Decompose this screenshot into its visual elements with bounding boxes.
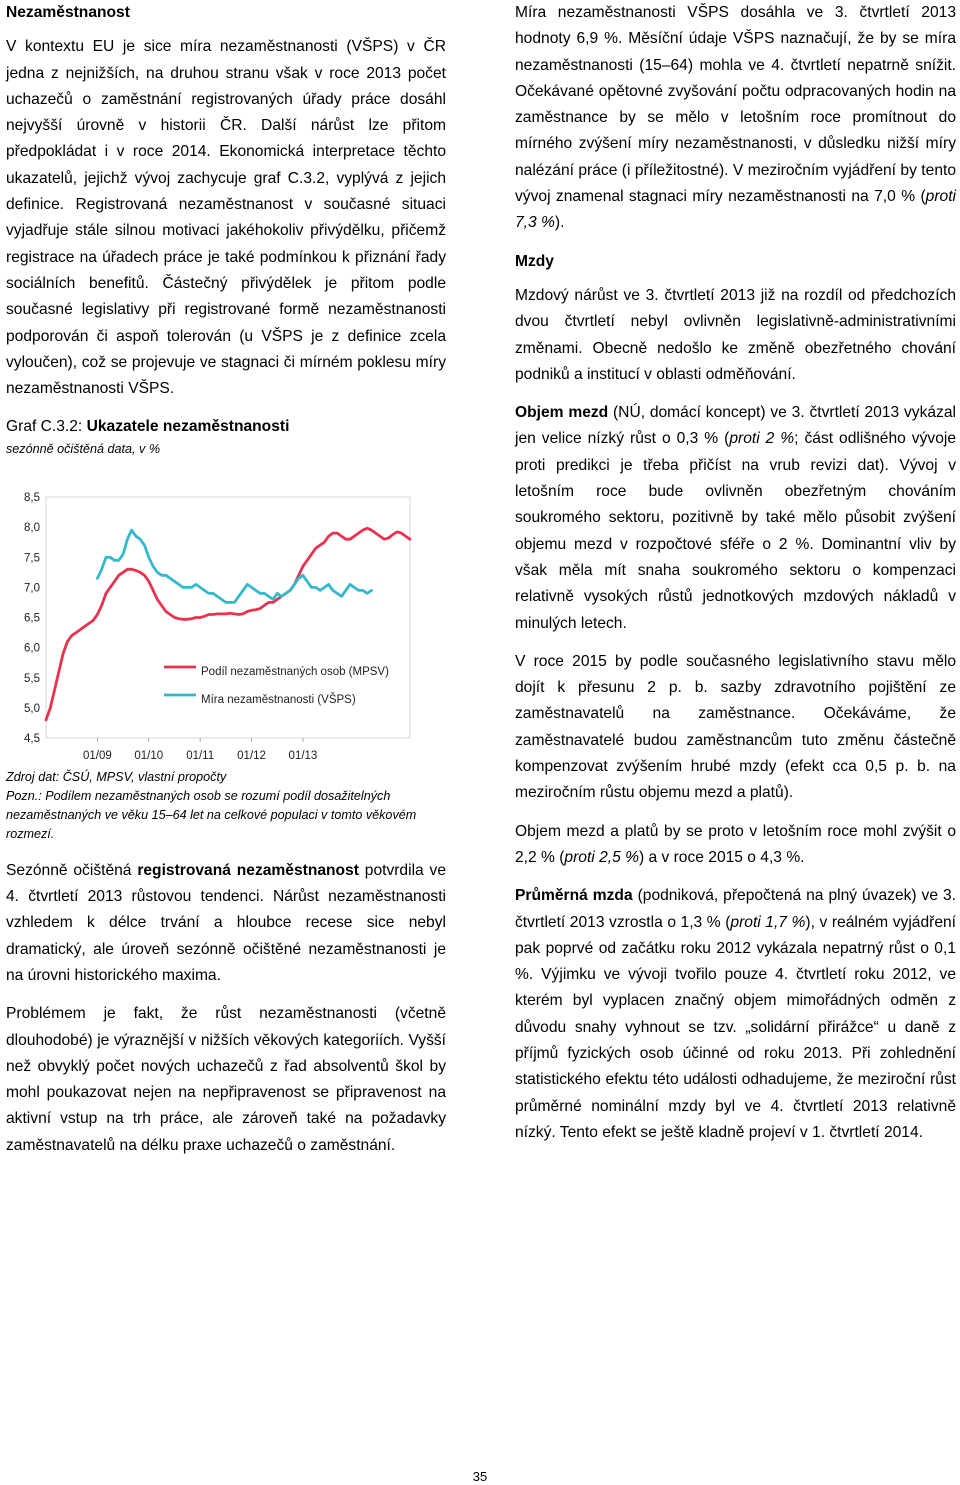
text-bold: registrovaná nezaměstnanost: [137, 861, 359, 879]
text-run: potvrdila ve 4. čtvrtletí 2013 růstovou tendenci. Nárůst nezaměstnanosti vzhledem k délce trvání a hloubce recese sice nebyl dramatický, ale úroveň sezónně očištěné nezaměstnanosti je na úrovni historického maxima.: [6, 861, 447, 984]
x-tick-label: 01/13: [288, 749, 318, 762]
chart-source: Zdroj dat: ČSÚ, MPSV, vlastní propočty: [6, 769, 227, 784]
chart-svg: [6, 461, 446, 766]
paragraph-registered: [6, 858, 446, 989]
y-tick-label: 4,5: [24, 732, 40, 745]
paragraph-wage-volume: [515, 400, 956, 637]
x-tick-label: 01/09: [82, 749, 112, 762]
text-italic: proti 2 %: [729, 430, 795, 448]
y-tick-label: 6,5: [24, 612, 40, 625]
text-run: (podniková, přepočtená na plný úvazek) ve 3. čtvrtletí 2013 vzrostla o 1,3 % (: [515, 887, 956, 931]
x-tick-label: 01/11: [186, 749, 215, 762]
y-tick-label: 6,0: [24, 642, 40, 655]
chart-title-text: Ukazatele nezaměstnanosti: [86, 418, 290, 436]
y-tick-label: 8,5: [24, 491, 40, 504]
chart-title: [6, 414, 446, 440]
chart-notes: [6, 768, 446, 844]
y-tick-label: 5,0: [24, 702, 40, 715]
y-tick-label: 8,0: [24, 521, 40, 534]
paragraph-2015: V roce 2015 by podle současného legislativního stavu mělo dojít k přesunu 2 p. b. sazby zdravotního pojištění ze zaměstnavatelů na zaměstnance. Očekáváme, že zaměstnavatelé budou zaměstnancům tuto změnu částečně kompenzovat zvýšením hrubé mzdy (efekt cca 0,5 p. b. na meziročním růstu objemu mezd a platů).: [515, 652, 956, 802]
chart-unemployment-indicators: [6, 461, 446, 766]
chart-note: Pozn.: Podílem nezaměstnaných osob se rozumí podíl dosažitelných nezaměstnaných ve věku 15–64 let na celkové populaci v tomto věkovém rozmezí.: [6, 788, 417, 841]
text-italic: proti 1,7 %: [730, 913, 806, 931]
page-number: 35: [472, 1469, 488, 1484]
text-run: ).: [554, 214, 565, 232]
paragraph-age-groups: Problémem je fakt, že růst nezaměstnanosti (včetně dlouhodobé) je výraznější v nižších věkových kategoriích. Vyšší než obvyklý počet nových uchazečů z řad absolventů škol by mohl poukazovat nejen na nepřipravenost se připravenost na aktivní vstup na trh práce, ale zároveň také na požadavky zaměstnavatelů na délku praxe uchazečů o zaměstnání.: [6, 1005, 446, 1154]
right-column: [515, 0, 956, 1158]
left-column: [6, 0, 446, 1171]
text-bold: Průměrná mzda: [515, 887, 633, 905]
text-run: Míra nezaměstnanosti VŠPS dosáhla ve 3. čtvrtletí 2013 hodnoty 6,9 %. Měsíční údaje VŠPS naznačují, že by se míra nezaměstnanosti (15–64) mohla ve 4. čtvrtletí nepatrně snížit. Očekávané opětovné zvyšování počtu odpracovaných hodin na zaměstnance by se mělo v letošním roce promítnout do mírného zvýšení míry nezaměstnanosti, v důsledku nižší míry nalézání práce (i příležitostné). V meziročním vyjádření by tento vývoj znamenal stagnaci míry nezaměstnanosti na 7,0 % (: [515, 4, 956, 206]
paragraph-intro: V kontextu EU je sice míra nezaměstnanosti (VŠPS) v ČR jedna z nejnižších, na druhou stranu však v roce 2013 počet uchazečů o zaměstnání registrovaných úřady práce dosáhl nejvyšší úrovně v historii ČR. Další nárůst lze přitom předpokládat i v roce 2014. Ekonomická interpretace těchto ukazatelů, jejichž vývoj zachycuje graf C.3.2, vyplývá z jejich definice. Registrovaná nezaměstnanost v současné situaci vyjadřuje stále silnou motivaci jakéhokoliv přivýdělku, přičemž registrace na úřadech práce je také podmínkou k přiznání řady sociálních benefitů. Částečný přivýdělek je přitom podle současné legislativy při registrované formě nezaměstnanosti podporován či aspoň tolerován (u VŠPS je z definice zcela vyloučen), což se projevuje ve stagnaci či mírném poklesu míry nezaměstnanosti VŠPS.: [6, 38, 446, 398]
text-run: (NÚ, domácí koncept) ve 3. čtvrtletí 2013 vykázal jen velice nízký růst o 0,3 % (: [515, 404, 956, 448]
x-tick-label: 01/10: [134, 749, 164, 762]
text-run: Sezónně očištěná: [6, 861, 138, 879]
chart-subtitle: sezónně očištěná data, v %: [6, 441, 161, 456]
paragraph-average-wage: [515, 883, 956, 1146]
text-run: ), v reálném vyjádření pak poprvé od začátku roku 2012 vykázala nepatrný růst o 0,1 %. Výjimku ve vývoji tvořilo pouze 4. čtvrtletí roku 2012, ve kterém byl vyplacen značný objem mimořádných odměn z důvodu snahy vyhnout se tzv. „solidární přirážce“ u daně z příjmů fyzických osob účinné od roku 2013. Při zohlednění statistického efektu této události odhadujeme, že meziroční růst průměrné nominální mzdy byl ve 4. čtvrtletí 2013 relativně nízký. Tento efekt se ještě kladně projeví v 1. čtvrtletí 2014.: [515, 913, 957, 1141]
series-line-registered: [46, 528, 410, 720]
y-tick-label: 7,0: [24, 582, 40, 595]
text-bold: Objem mezd: [515, 404, 609, 422]
text-run: ) a v roce 2015 o 4,3 %.: [638, 848, 805, 866]
text-italic: proti 7,3 %: [515, 188, 956, 232]
text-run: Objem mezd a platů by se proto v letošním roce mohl zvýšit o 2,2 % (: [515, 822, 956, 866]
x-tick-label: 01/12: [237, 749, 266, 762]
y-tick-label: 7,5: [24, 552, 40, 564]
legend-label-lfs: Míra nezaměstnanosti (VŠPS): [201, 693, 356, 706]
text-run: ; část odlišného vývoje proti predikci je třeba přičíst na vrub revizi dat). Vývoj v letošním roce bude ovlivněn obezřetným chováním soukromého sektoru, pozitivně by také mělo působit zvýšení objemu mezd v rozpočtové sféře o 2 %. Dominantní vliv by však měla mít snaha soukromého sektoru o kompenzaci relativně vysokých růstů jednotkových mzdových nákladů v minulých letech.: [515, 430, 956, 632]
y-tick-label: 5,5: [24, 672, 40, 685]
chart-label: Graf C.3.2:: [6, 418, 87, 436]
paragraph-wage-forecast: [515, 819, 956, 872]
section-heading-unemployment: Nezaměstnanost: [6, 4, 130, 21]
paragraph-wage-growth: Mzdový nárůst ve 3. čtvrtletí 2013 již na rozdíl od předchozích dvou čtvrtletí nebyl ovlivněn legislativně-administrativními změnami. Obecně nedošlo ke změně obezřetného chování podniků a institucí v oblasti odměňování.: [515, 286, 956, 383]
paragraph-lfs-rate: [515, 0, 956, 237]
legend-label-registered: Podíl nezaměstnaných osob (MPSV): [201, 665, 389, 678]
section-heading-wages: Mzdy: [515, 252, 554, 270]
text-italic: proti 2,5 %: [564, 848, 639, 866]
series-line-lfs: [97, 530, 371, 602]
